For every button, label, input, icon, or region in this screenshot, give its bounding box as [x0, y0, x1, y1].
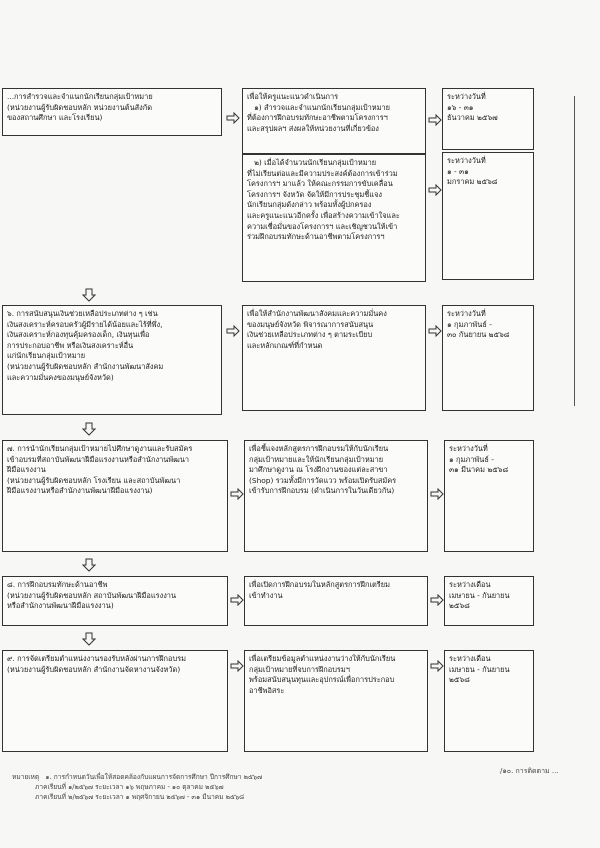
- period-jobs-box: [444, 650, 534, 752]
- step-training-text: ๘. การฝึกอบรมทักษะด้านอาชีพ (หน่วยงานผู้รับผิดชอบหลัก สถาบันพัฒนาฝีมือแรงงาน หรือสำนักงานพัฒนาฝีมือแรงงาน): [7, 580, 177, 611]
- period-meeting-box: [442, 152, 534, 280]
- arrow-right-icon: [430, 488, 444, 500]
- purpose-meeting-box: [242, 154, 426, 282]
- period-training-box: [444, 576, 534, 626]
- step-survey-text: ...การสำรวจและจำแนกนักเรียนกลุ่มเป้าหมาย (หน่วยงานผู้รับผิดชอบหลัก หน่วยงานต้นสังกัด ของสถานศึกษา และโรงเรียน): [7, 92, 153, 123]
- arrow-right-icon: [230, 488, 244, 500]
- continuation-mark: /๑๐. การติดตาม ...: [500, 767, 559, 775]
- step-survey-box: [2, 88, 222, 136]
- footnote: หมายเหตุ ๑. การกำหนดวันเพื่อให้สอดคล้องกับแผนการจัดการศึกษา ปีการศึกษา ๒๕๖๗ ภาคเรียนที่ ๑/๒๕๖๗ ระยะเวลา ๑๖ พฤษภาคม - ๑๐ ตุลาคม ๒๕๖๗ ภาคเรียนที่ ๒/๒๕๖๗ ระยะเวลา ๑ พฤศจิกายน ๒๕๖๗ - ๓๑ มีนาคม ๒๕๖๘: [12, 773, 263, 801]
- arrow-right-icon: [430, 660, 444, 672]
- arrow-down-icon: [82, 558, 96, 572]
- arrow-down-icon: [82, 288, 96, 302]
- period-support-box: [442, 305, 534, 411]
- margin-line: [574, 96, 575, 406]
- purpose-survey-box: [242, 88, 426, 154]
- purpose-visit-box: [244, 440, 428, 552]
- purpose-meeting-text: ๒) เมื่อได้จำนวนนักเรียนกลุ่มเป้าหมาย ที่ไม่เรียนต่อและมีความประสงค์ต้องการเข้าร่วม โครงการฯ มาแล้ว ให้คณะกรรมการขับเคลื่อน โครงการฯ จังหวัด จัดให้มีการประชุมชี้แจง นักเรียนกลุ่มดังกล่าว พร้อมทั้งผู้ปกครอง และครูแนะแนวอีกครั้ง เพื่อสร้างความเข้าใจและ ความเชื่อมั่นของโครงการฯ และเชิญชวนให้เข้า ร่วมฝึกอบรมทักษะด้านอาชีพตามโครงการฯ: [247, 158, 400, 242]
- arrow-right-icon: [430, 594, 444, 606]
- period-jobs-text: ระหว่างเดือน เมษายน - กันยายน ๒๕๖๘: [449, 654, 510, 685]
- arrow-right-icon: [428, 325, 442, 337]
- purpose-support-box: [242, 305, 426, 411]
- purpose-support-text: เพื่อให้สำนักงานพัฒนาสังคมและความมั่นคง ของมนุษย์จังหวัด พิจารณาการสนับสนุน เงินช่วยเหลือประเภทต่าง ๆ ตามระเบียบ และหลักเกณฑ์ที่กำหนด: [247, 309, 387, 350]
- step-support-box: [2, 305, 222, 415]
- purpose-jobs-text: เพื่อเตรียมข้อมูลตำแหน่งงานว่างให้กับนักเรียน กลุ่มเป้าหมายที่จบการฝึกอบรมฯ พร้อมสนับสนุนทุนและอุปกรณ์เพื่อการประกอบ อาชีพอิสระ: [249, 654, 396, 695]
- purpose-training-text: เพื่อเปิดการฝึกอบรมในหลักสูตรการฝึกเตรียม เข้าทำงาน: [249, 580, 390, 600]
- arrow-right-icon: [230, 660, 244, 672]
- step-support-text: ๖. การสนับสนุนเงินช่วยเหลือประเภทต่าง ๆ เช่น เงินสงเคราะห์ครอบครัวผู้มีรายได้น้อยและไร้ที่พึ่ง, เงินสงเคราะห์กองทุนคุ้มครองเด็ก, เงินทุนเพื่อ การประกอบอาชีพ หรือเงินสงเคราะห์อื่น แก่นักเรียนกลุ่มเป้าหมาย (หน่วยงานผู้รับผิดชอบหลัก สำนักงานพัฒนาสังคม และความมั่นคงของมนุษย์จังหวัด): [7, 309, 164, 382]
- step-jobs-box: [2, 650, 228, 752]
- period-training-text: ระหว่างเดือน เมษายน - กันยายน ๒๕๖๘: [449, 580, 510, 611]
- purpose-survey-text: เพื่อให้ครูแนะแนวดำเนินการ ๑) สำรวจและจำแนกนักเรียนกลุ่มเป้าหมาย ที่ต้องการฝึกอบรมทักษะอาชีพตามโครงการฯ และสรุปผลฯ ส่งผลให้หน่วยงานที่เกี่ยวข้อง: [247, 92, 391, 133]
- period-visit-text: ระหว่างวันที่ ๑ กุมภาพันธ์ - ๓๑ มีนาคม ๒๕๖๘: [449, 444, 509, 475]
- period-survey-box: [442, 88, 534, 150]
- arrow-right-icon: [226, 112, 240, 124]
- step-training-box: [2, 576, 228, 626]
- step-jobs-text: ๙. การจัดเตรียมตำแหน่งงานรองรับหลังผ่านการฝึกอบรม (หน่วยงานผู้รับผิดชอบหลัก สำนักงานจัดหางานจังหวัด): [7, 654, 186, 674]
- step-visit-box: [2, 440, 228, 552]
- period-support-text: ระหว่างวันที่ ๑ กุมภาพันธ์ - ๓๐ กันยายน ๒๕๖๘: [447, 309, 510, 340]
- purpose-training-box: [244, 576, 428, 626]
- arrow-down-icon: [82, 422, 96, 436]
- step-visit-text: ๗. การนำนักเรียนกลุ่มเป้าหมายไปศึกษาดูงานและรับสมัคร เข้าอบรมที่สถาบันพัฒนาฝีมือแรงงานหรือสำนักงานพัฒนา ฝีมือแรงงาน (หน่วยงานผู้รับผิดชอบหลัก โรงเรียน และสถาบันพัฒนา ฝีมือแรงงานหรือสำนักงานพัฒนาฝีมือแรงงาน): [7, 444, 193, 496]
- period-survey-text: ระหว่างวันที่ ๑๖ - ๓๑ ธันวาคม ๒๕๖๗: [447, 92, 498, 123]
- arrow-down-icon: [82, 632, 96, 646]
- purpose-visit-text: เพื่อชี้แจงหลักสูตรการฝึกอบรมให้กับนักเรียน กลุ่มเป้าหมายและให้นักเรียนกลุ่มเป้าหมาย มาศึกษาดูงาน ณ โรงฝึกงานของแต่ละสาขา (Shop) รวมทั้งมีการวัดแวว พร้อมเปิดรับสมัคร เข้ารับการฝึกอบรม (ดำเนินการในวันเดียวกัน): [249, 444, 397, 496]
- arrow-right-icon: [428, 114, 442, 126]
- period-visit-box: [444, 440, 534, 552]
- period-meeting-text: ระหว่างวันที่ ๑ - ๓๑ มกราคม ๒๕๖๘: [447, 156, 498, 187]
- arrow-right-icon: [226, 325, 240, 337]
- arrow-right-icon: [428, 184, 442, 196]
- purpose-jobs-box: [244, 650, 428, 752]
- arrow-right-icon: [230, 594, 244, 606]
